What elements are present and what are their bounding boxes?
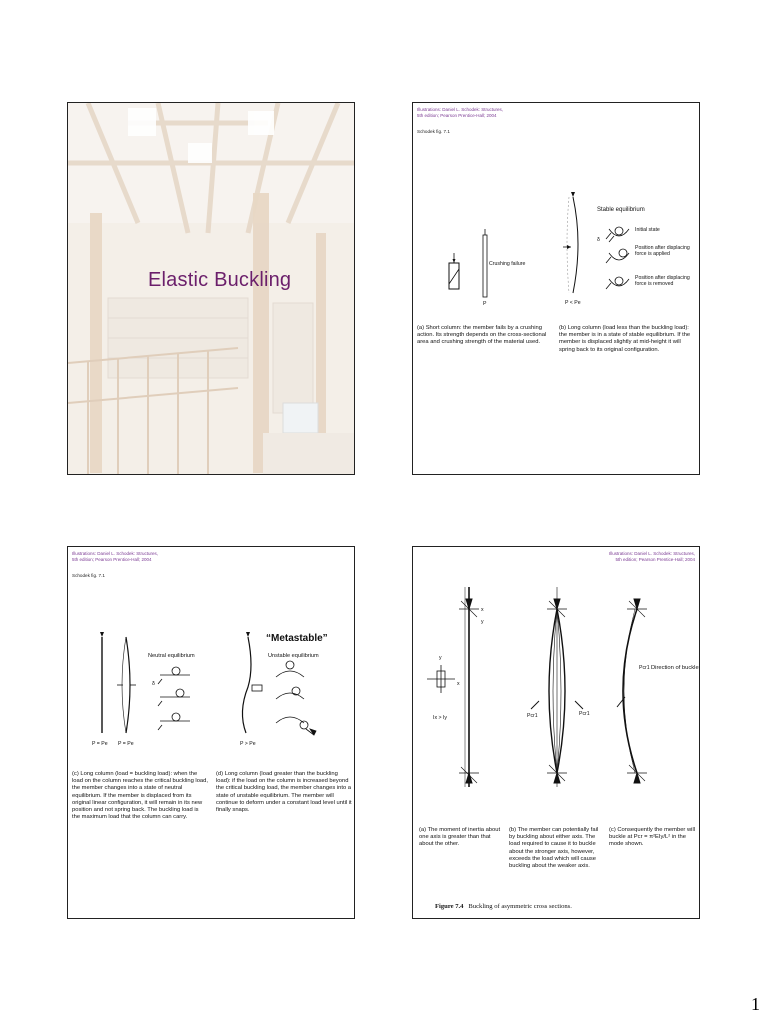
initial-state-label: Initial state [635, 227, 660, 233]
column-a [459, 587, 479, 787]
stable-equilibrium-diagram [606, 227, 629, 289]
neutral-equilibrium-diagram [158, 667, 190, 730]
load-p-label: P [483, 301, 487, 307]
long-column-bowed [573, 197, 578, 293]
thin-column [483, 235, 487, 297]
cross-section-symbol [427, 665, 455, 693]
delta-label: δ [152, 681, 155, 687]
caption-d: (d) Long column (load greater than the buckling load): if the load on the column is increased beyond the critical buckling load, the member changes into a state of unstable equilibrium. The member will continue to deform under a constant load level until it finally snaps. [216, 771, 352, 814]
caption-b: (b) The member can potentially fail by buckling about either axis. The load required to cause it to buckle about the stronger axis, however, exceeds the load which will cause buckling about the weaker axis. [509, 827, 599, 870]
caption-c: (c) Consequently the member will buckle at Pcr = π²EIy/L² in the mode shown. [609, 827, 696, 848]
unstable-equilibrium-label: Unstable equilibrium [268, 653, 319, 659]
figure-neutral-and-unstable [68, 547, 355, 919]
caption-b: (b) Long column (load less than the buckling load): the member is in a state of stable equilibrium. If the member is displaced slightly at mid-height it will spring back to its original configuration. [559, 325, 691, 353]
load-equals-pe-label-2: P = Pe [118, 741, 134, 747]
pcr-right-label: Pcr1 [579, 711, 590, 717]
load-greater-pe-label: P > Pe [240, 741, 256, 747]
figure-reference: Schodek fig. 7.1 [72, 573, 105, 578]
page-number: 1 [751, 994, 760, 1014]
column-b [531, 587, 583, 787]
ix-greater-iy-label: Ix > Iy [433, 715, 447, 721]
neutral-bowed-column [126, 637, 130, 733]
caption-a: (a) Short column: the member fails by a crushing action. Its strength depends on the cross-sectional area and crushing strength of the material used. [417, 325, 547, 346]
caption-c: (c) Long column (load = buckling load): when the load on the column reaches the critical buckling load, the member changes into a state of neutral equilibrium. If the member is displaced from its original linear configuration, it will remain in its new position and not spring back. The buckling load is the maximum load that the column can carry. [72, 771, 208, 821]
slide-stable-equilibrium [412, 102, 700, 475]
figure-label: Figure 7.4 [435, 903, 464, 910]
position-force-applied-label: Position after displacing force is applied [635, 245, 690, 257]
slide-title-text: Elastic Buckling [148, 269, 292, 291]
load-equals-pe-label-1: P = Pe [92, 741, 108, 747]
slide-neutral-unstable-equilibrium [67, 546, 355, 919]
delta-label: δ [597, 237, 600, 243]
direction-of-buckle-label: Direction of buckle [651, 665, 699, 671]
axis-x-label: x [481, 607, 484, 613]
load-less-than-pe-label: P < Pe [565, 300, 581, 306]
caption-a: (a) The moment of inertia about one axis is greater than that about the other. [419, 827, 501, 848]
axis-y-label: y [481, 619, 484, 625]
unstable-column [242, 637, 251, 733]
illustration-credit: Illustrations: Daniel L. Schodek: Structures, 5th edition; Pearson Prentice-Hall; 2004 [608, 551, 695, 562]
section-x-label: x [457, 681, 460, 687]
slide-title [67, 102, 355, 475]
slide-asymmetric-buckling [412, 546, 700, 919]
stable-equilibrium-label: Stable equilibrium [597, 207, 645, 213]
column-c [617, 599, 647, 783]
figure-caption [435, 903, 572, 910]
figure-title: Buckling of asymmetric cross sections. [468, 903, 572, 910]
figure-short-and-long-column [413, 103, 700, 475]
figure-reference: Schodek fig. 7.1 [417, 129, 450, 134]
pcr-c-label: Pcr1 [639, 665, 650, 671]
position-force-removed-label: Position after displacing force is removed [635, 275, 690, 287]
illustration-credit: Illustrations: Daniel L. Schodek: Structures, 5th edition; Pearson Prentice-Hall; 2004 [72, 551, 159, 562]
unstable-equilibrium-diagram [276, 661, 316, 735]
pcr-left-label: Pcr1 [527, 713, 538, 719]
crushing-failure-label: Crushing failure [489, 261, 526, 267]
illustration-credit: Illustrations: Daniel L. Schodek: Structures, 5th edition; Pearson Prentice-Hall; 2004 [417, 107, 504, 118]
neutral-equilibrium-label: Neutral equilibrium [148, 653, 195, 659]
metastable-heading: “Metastable” [266, 633, 328, 644]
section-y-label: y [439, 655, 442, 661]
